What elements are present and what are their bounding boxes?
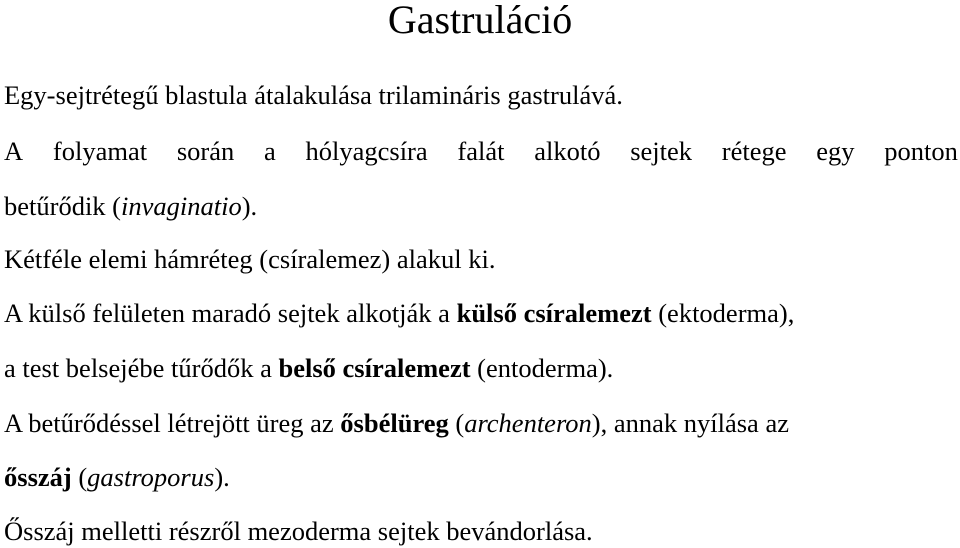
word: hólyagcsíra [305, 136, 428, 166]
text-run: A betűrődéssel létrejött üreg az [4, 408, 341, 438]
word: rétege [721, 136, 787, 166]
text-line-8 [4, 462, 958, 492]
text-line-5 [4, 298, 958, 328]
text-run: A külső felületen maradó sejtek alkotják a [4, 298, 457, 328]
word: alkotó [534, 136, 601, 166]
text-line-2 [4, 136, 958, 166]
text-run: (ektoderma), [651, 298, 795, 328]
text-line-6 [4, 353, 958, 383]
text-line-7 [4, 408, 958, 438]
slide-title: Gastruláció [387, 0, 573, 42]
text-line-1: Egy-sejtrétegű blastula átalakulása trilamináris gastrulává. [4, 80, 623, 110]
word: A [4, 136, 24, 166]
word: folyamat [52, 136, 148, 166]
bold-term: ősbélüreg [340, 408, 449, 438]
text-run: (entoderma). [470, 353, 614, 383]
word: falát [457, 136, 505, 166]
word: a [263, 136, 276, 166]
text-run: ). [214, 462, 230, 492]
bold-term: belső csíralemezt [278, 353, 471, 383]
italic-term: invaginatio [121, 191, 242, 221]
text-run: ). [241, 191, 258, 221]
text-line-9: Ősszáj melletti részről mezoderma sejtek bevándorlása. [4, 516, 593, 546]
word: ponton [884, 136, 958, 166]
word: során [176, 136, 235, 166]
text-run: ( [71, 462, 88, 492]
text-run: betűrődik ( [4, 191, 122, 221]
word: egy [816, 136, 855, 166]
text-run: ), annak nyílása az [591, 408, 789, 438]
italic-term: gastroporus [87, 462, 215, 492]
text-line-4: Kétféle elemi hámréteg (csíralemez) alakul ki. [4, 244, 496, 274]
word: sejtek [630, 136, 693, 166]
text-run: ( [448, 408, 465, 438]
bold-term: külső csíralemezt [456, 298, 652, 328]
bold-term: ősszáj [4, 462, 72, 492]
text-line-3 [4, 191, 958, 221]
italic-term: archenteron [464, 408, 592, 438]
text-run: a test belsejébe tűrődők a [4, 353, 279, 383]
